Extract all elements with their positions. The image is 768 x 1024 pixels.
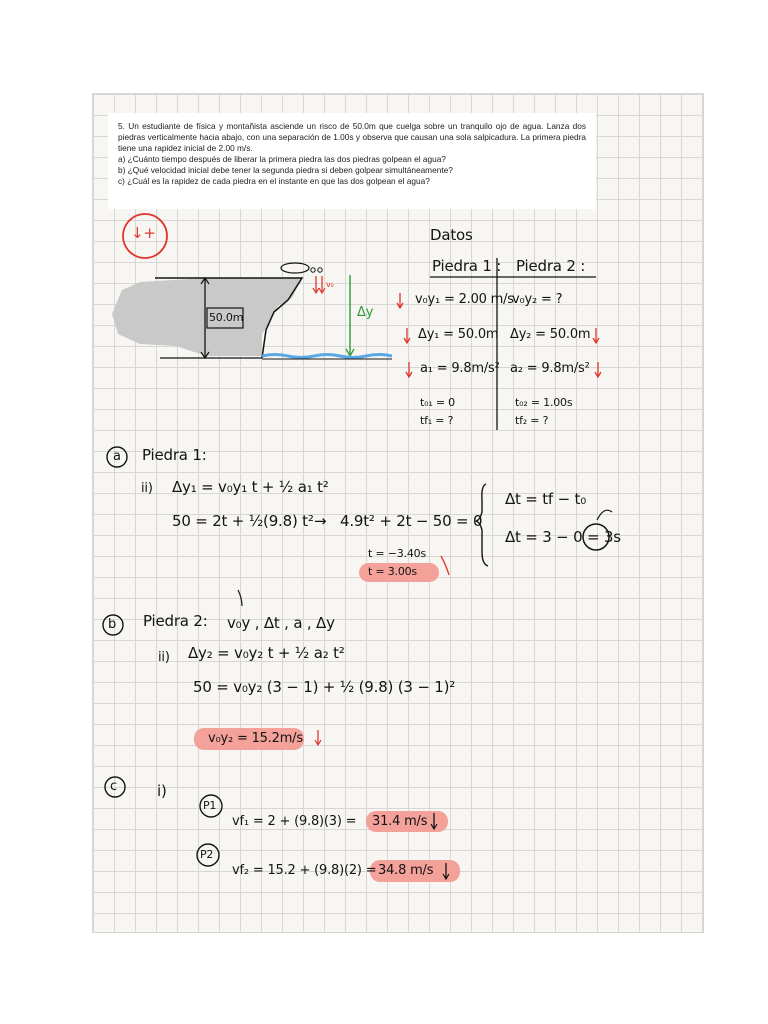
part-b-eq1: Δy₂ = v₀y₂ t + ½ a₂ t² — [188, 644, 345, 662]
p2-label: P2 — [200, 848, 214, 861]
p1-a: a₁ = 9.8m/s² — [420, 361, 500, 376]
p2-a: a₂ = 9.8m/s² — [510, 361, 590, 376]
question-c: c) ¿Cuál es la rapidez de cada piedra en el instante en que las dos golpean el agua? — [118, 176, 430, 186]
datos-col1: Piedra 1 : — [432, 257, 502, 275]
datos-arrows-left — [397, 293, 412, 377]
datos-col2: Piedra 2 : — [516, 257, 586, 275]
part-a-root1: t = −3.40s — [368, 547, 426, 560]
p1-tf: tf₁ = ? — [420, 414, 454, 427]
p1-v0: v₀y₁ = 2.00 m/s — [415, 292, 514, 307]
person-icon — [281, 263, 309, 273]
part-a-eq3: 4.9t² + 2t − 50 = 0 — [340, 512, 483, 530]
part-c-res1: 31.4 m/s — [372, 814, 428, 829]
p1-label: P1 — [203, 799, 217, 812]
part-b-label: b — [108, 617, 117, 632]
part-b-title: Piedra 2: — [143, 612, 208, 630]
part-a-root2: t = 3.00s — [368, 565, 417, 578]
part-a-step: ii) — [141, 481, 153, 496]
v0-label: v₀ — [326, 280, 334, 289]
question-a: a) ¿Cuánto tiempo después de liberar la primera piedra las dos piedras golpean el agua? — [118, 154, 446, 164]
pointer-arrow — [238, 590, 242, 606]
part-b-vars: v₀y , Δt , a , Δy — [227, 614, 335, 632]
part-a-arrow: → — [314, 512, 327, 530]
stone-icon — [318, 268, 322, 272]
part-c-eq2: vf₂ = 15.2 + (9.8)(2) = — [232, 863, 377, 878]
part-a-dt1: Δt = tf − t₀ — [505, 490, 587, 508]
part-b-result: v₀y₂ = 15.2m/s — [208, 731, 303, 746]
part-a-label: a — [113, 449, 121, 464]
p1-t0: t₀₁ = 0 — [420, 396, 455, 409]
part-c-label: c — [110, 779, 117, 794]
pointer-arrow — [597, 510, 612, 520]
part-b-step: ii) — [158, 650, 170, 665]
part-a-dt2: Δt = 3 − 0 = 3s — [505, 528, 621, 546]
datos-arrows-right — [593, 328, 601, 377]
p2-dy: Δy₂ = 50.0m — [510, 327, 591, 342]
height-label: 50.0m — [209, 311, 244, 324]
part-c-eq1: vf₁ = 2 + (9.8)(3) = — [232, 814, 357, 829]
part-a-title: Piedra 1: — [142, 446, 207, 464]
part-a-eq2: 50 = 2t + ½(9.8) t² — [172, 512, 314, 530]
red-mark — [441, 556, 449, 575]
datos-title: Datos — [430, 226, 473, 244]
part-c-step: i) — [157, 782, 167, 800]
part-a-eq1: Δy₁ = v₀y₁ t + ½ a₁ t² — [172, 478, 329, 496]
p2-t0: t₀₂ = 1.00s — [515, 396, 573, 409]
dy-label: Δy — [357, 305, 374, 320]
p2-v0: v₀y₂ = ? — [512, 292, 563, 307]
question-b: b) ¿Qué velocidad inicial debe tener la segunda piedra si deben golpear simultáneamente? — [118, 165, 453, 175]
part-b-eq2: 50 = v₀y₂ (3 − 1) + ½ (9.8) (3 − 1)² — [193, 678, 456, 696]
p2-tf: tf₂ = ? — [515, 414, 549, 427]
water-surface — [262, 355, 392, 358]
stone-icon — [311, 268, 315, 272]
p1-dy: Δy₁ = 50.0m — [418, 327, 499, 342]
sign-convention: ↓+ — [131, 224, 156, 242]
problem-text: 5. Un estudiante de física y montañista asciende un risco de 50.0m que cuelga sobre un tranquilo ojo de agua. Lanza dos piedras verticalmente hacia abajo, con una separación de 1.00s y observa que causan una sola salpicadura. La primera piedra tiene una rapidez inicial de 2.00 m/s. — [118, 121, 586, 153]
part-c-res2: 34.8 m/s — [378, 863, 434, 878]
